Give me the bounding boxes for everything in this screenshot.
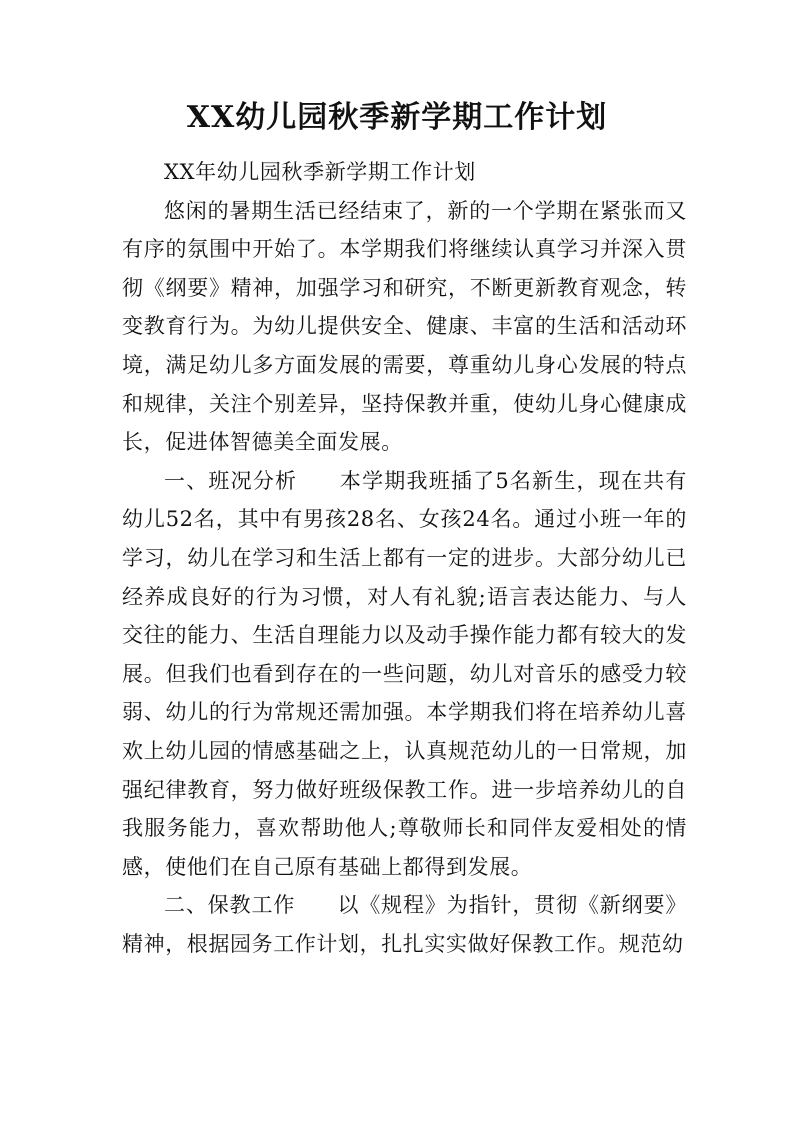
document-title: XX幼儿园秋季新学期工作计划	[186, 100, 608, 135]
section-heading-1: 一、班况分析	[164, 468, 298, 493]
intro-paragraph: 悠闲的暑期生活已经结束了，新的一个学期在紧张而又有序的氛围中开始了。本学期我们将继续认真学习并深入贯彻《纲要》精神，加强学习和研究，不断更新教育观念，转变教育行为。为幼儿提供安全、健康、丰富的生活和活动环境，满足幼儿多方面发展的需要，尊重幼儿身心发展的特点和规律，关注个别差异，坚持保教并重，使幼儿身心健康成长，促进体智德美全面发展。	[122, 198, 687, 455]
section-heading-2: 二、保教工作	[164, 893, 296, 918]
section-text-1: 本学期我班插了5名新生，现在共有幼儿52名，其中有男孩28名、女孩24名。通过小班一年的学习，幼儿在学习和生活上都有一定的进步。大部分幼儿已经养成良好的行为习惯，对人有礼貌;语言表达能力、与人交往的能力、生活自理能力以及动手操作能力都有较大的发展。但我们也看到存在的一些问题，幼儿对音乐的感受力较弱、幼儿的行为常规还需加强。本学期我们将在培养幼儿喜欢上幼儿园的情感基础之上，认真规范幼儿的一日常规，加强纪律教育，努力做好班级保教工作。进一步培养幼儿的自我服务能力，喜欢帮助他人;尊敬师长和同伴友爱相处的情感，使他们在自己原有基础上都得到发展。	[122, 468, 687, 879]
section-paragraph-1	[122, 462, 687, 887]
section-paragraph-2	[122, 886, 687, 963]
document-subtitle: XX年幼儿园秋季新学期工作计划	[164, 160, 476, 184]
section-text-2: 以《规程》为指针，贯彻《新纲要》精神，根据园务工作计划，扎扎实实做好保教工作。规范幼	[122, 893, 687, 956]
document-body	[122, 153, 687, 963]
